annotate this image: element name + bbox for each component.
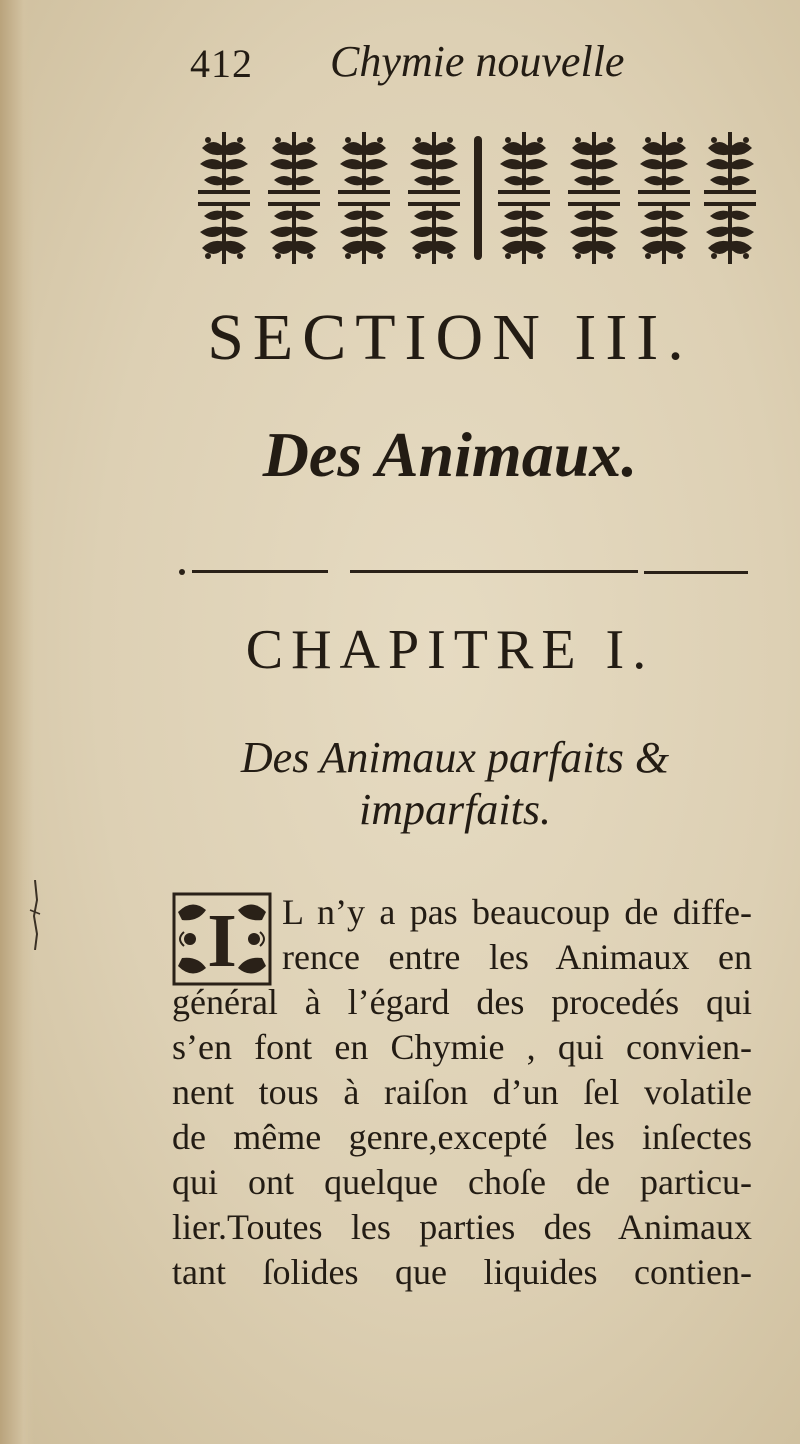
body-line: L n’y a pas beaucoup de diffe-	[282, 892, 752, 932]
body-line: tant ſolides que liquides contien-	[172, 1252, 752, 1292]
body-paragraph	[172, 890, 752, 1295]
body-line: de même genre,excepté les inſectes	[172, 1117, 752, 1157]
chapter-subtitle-line1: Des Animaux parfaits &	[240, 733, 670, 782]
body-line: lier.Toutes les parties des Animaux	[172, 1207, 752, 1247]
body-line: général à l’égard des procedés qui	[172, 982, 752, 1022]
body-line: s’en font en Chymie , qui convien-	[172, 1027, 752, 1067]
running-header	[190, 36, 710, 96]
page-number: 412	[190, 41, 253, 86]
chapter-title: CHAPITRE I.	[245, 619, 655, 681]
section-subtitle: Des Animaux.	[262, 419, 638, 490]
running-title: Chymie nouvelle	[330, 37, 625, 86]
body-line: nent tous à raiſon d’un ſel volatile	[172, 1072, 752, 1112]
drop-cap-letter: I	[207, 899, 237, 983]
page-edge-mark-icon	[28, 880, 42, 950]
section-title: SECTION III.	[207, 301, 693, 374]
body-line: qui ont quelque choſe de particu-	[172, 1162, 752, 1202]
divider-rule-icon	[178, 562, 748, 582]
chapter-subtitle	[170, 732, 740, 836]
chapter-subtitle-line2: imparfaits.	[359, 785, 551, 834]
fleuron-band-icon	[194, 128, 760, 268]
body-line: rence entre les Animaux en	[282, 937, 752, 977]
